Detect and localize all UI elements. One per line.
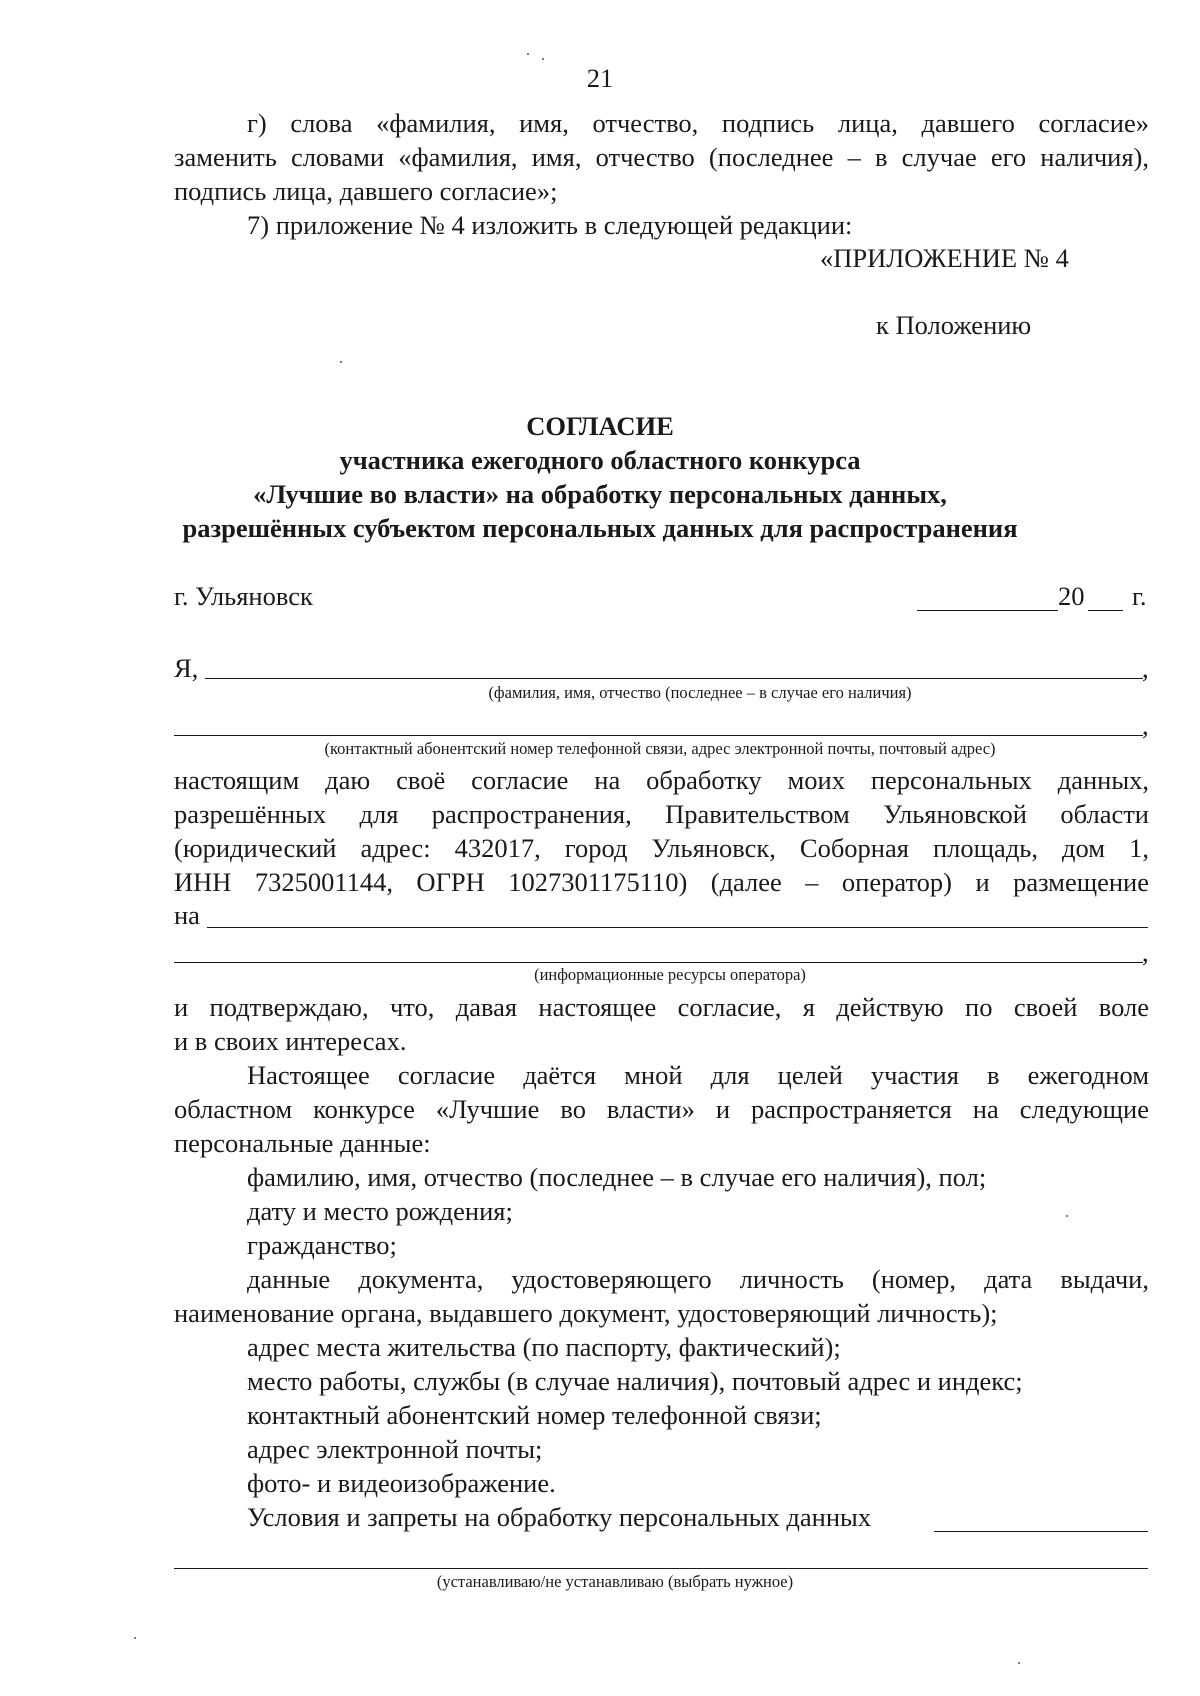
purpose-line: персональные данные: [174,1128,431,1158]
conditions-caption: (устанавливаю/не устанавливаю (выбрать нужное) [436,1572,794,1591]
date-blank [917,610,1058,611]
confirm-line: и подтверждаю, что, давая настоящее согласие, я действую по своей воле [174,992,1149,1022]
data-item: дату и место рождения; [247,1196,513,1226]
consent-line: ИНН 7325001144, ОГРН 1027301175110) (далее – оператор) и размещение [174,867,1149,897]
consent-subtitle: участника ежегодного областного конкурса [339,445,861,475]
data-item: адрес места жительства (по паспорту, фактический); [247,1332,841,1362]
appendix-label: «ПРИЛОЖЕНИЕ № 4 [820,243,1069,273]
comma: , [1142,937,1149,967]
contact-caption: (контактный абонентский номер телефонной связи, адрес электронной почты, почтовый адрес) [324,739,996,758]
item-7: 7) приложение № 4 изложить в следующей редакции: [247,210,853,240]
data-item: гражданство; [247,1230,397,1260]
page-number: 21 [586,63,614,93]
fio-blank [205,678,1143,679]
intro-line: заменить словами «фамилия, имя, отчество (последнее – в случае его наличия), [174,142,1149,172]
data-item: данные документа, удостоверяющего личность (номер, дата выдачи, [247,1264,1149,1294]
scan-speck [340,361,342,363]
data-item: фамилию, имя, отчество (последнее – в случае его наличия), пол; [247,1162,987,1192]
comma: , [1142,653,1149,683]
conditions-blank-2 [174,1568,1148,1569]
data-item: наименование органа, выдавшего документ, удостоверяющий личность); [174,1298,998,1328]
consent-title: СОГЛАСИЕ [526,411,674,441]
data-item: место работы, службы (в случае наличия), почтовый адрес и индекс; [247,1366,1023,1396]
i-label: Я, [174,653,199,683]
intro-line: г) слова «фамилия, имя, отчество, подпись лица, давшего согласие» [247,108,1149,138]
scan-speck [1066,1215,1068,1217]
on-label: на [174,900,200,930]
conditions-label: Условия и запреты на обработку персональных данных [247,1502,872,1532]
scan-speck [527,53,529,55]
conditions-blank [934,1531,1148,1532]
year-prefix: 20 [1058,581,1085,611]
intro-line: подпись лица, давшего согласие»; [174,176,558,206]
comma: , [1142,710,1149,740]
year-suffix: г. [1132,581,1147,611]
resources-blank [207,927,1148,928]
scan-speck [134,1637,136,1639]
scan-speck [542,58,544,60]
city: г. Ульяновск [174,581,313,611]
confirm-line: и в своих интересах. [174,1026,407,1056]
purpose-line: Настоящее согласие даётся мной для целей участия в ежегодном [247,1060,1149,1090]
data-item: адрес электронной почты; [247,1434,543,1464]
data-item: контактный абонентский номер телефонной связи; [247,1400,822,1430]
resources-blank-2 [174,962,1143,963]
resources-caption: (информационные ресурсы оператора) [534,965,806,984]
year-blank [1088,610,1123,611]
fio-caption: (фамилия, имя, отчество (последнее – в случае его наличия) [488,683,912,702]
consent-line: настоящим даю своё согласие на обработку моих персональных данных, [174,765,1149,795]
consent-subtitle: «Лучшие во власти» на обработку персональных данных, [253,479,947,509]
purpose-line: областном конкурсе «Лучшие во власти» и распространяется на следующие [174,1094,1149,1124]
data-item: фото- и видеоизображение. [247,1468,556,1498]
appendix-to: к Положению [876,310,1032,340]
contact-blank [174,735,1143,736]
scan-speck [1018,1662,1020,1664]
consent-line: (юридический адрес: 432017, город Ульяновск, Соборная площадь, дом 1, [174,833,1149,863]
consent-line: разрешённых для распространения, Правительством Ульяновской области [174,799,1149,829]
consent-subtitle: разрешённых субъектом персональных данных для распространения [182,513,1018,543]
